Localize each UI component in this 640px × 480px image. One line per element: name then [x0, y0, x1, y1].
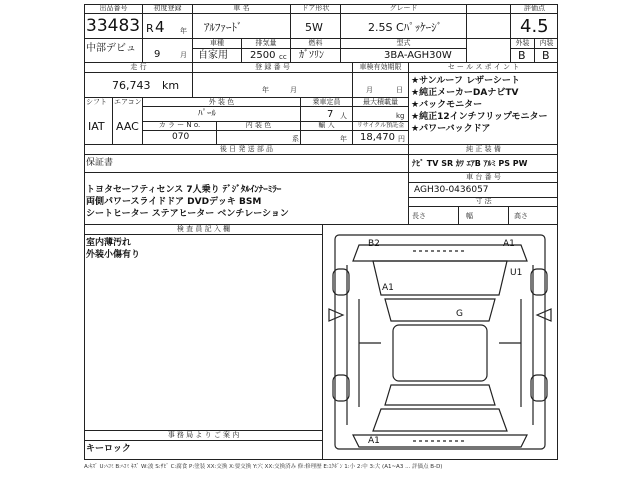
label-lot: 出品番号 — [99, 4, 128, 12]
recycle-fee-unit: 円 — [398, 135, 405, 143]
fuel: ｶﾞｿﾘﾝ — [299, 50, 324, 61]
model: 3BA-AGH30W — [384, 50, 452, 61]
label-color-no: カ ラ ー N o. — [158, 121, 201, 129]
inspection-month-unit: 月 — [366, 86, 373, 94]
reg-year-unit: 年 — [262, 86, 269, 94]
displacement: 2500 — [250, 50, 276, 61]
venue: 中部デビュ — [86, 43, 136, 54]
damage-legend: A:ｷｽﾞ U:ﾍｺﾐ B:ﾍｺﾐ ｷｽﾞ W:波 S:ｻﾋﾞ C:腐食 P:塗装 XX:交換 X:要交換 Y:穴 XX:交換済み 修:修理歴 E:ｴｸﾎﾞﾝ 1:小 2:中 3:大 (A1~A3 ... 評価点 B-D) — [84, 464, 443, 470]
label-exterior: 外装 — [515, 39, 530, 47]
body-type: 自家用 — [198, 50, 228, 61]
damage-mark-roof: G — [456, 309, 463, 319]
sales-point-5: ★パワーバックドア — [411, 124, 491, 134]
year-unit: 年 — [180, 27, 187, 35]
lot-number: 33483 — [86, 16, 141, 36]
label-model: 型式 — [396, 39, 411, 47]
damage-mark-right-front: U1 — [510, 268, 523, 278]
exterior-grade: B — [518, 49, 526, 62]
month-unit: 月 — [180, 51, 187, 59]
label-displacement: 排気量 — [255, 39, 277, 47]
label-dimensions: 寸 法 — [475, 197, 492, 205]
sales-point-4: ★純正12インチフリップモニター — [411, 112, 548, 122]
dim-height-label: 高さ — [514, 212, 528, 220]
load-unit: kg — [396, 112, 405, 120]
label-sales-point: セ ー ル ス ポ イ ン ト — [447, 63, 520, 71]
recycle-fee: 18,470 — [360, 132, 395, 143]
label-door: ドア形状 — [301, 4, 330, 12]
warranty: 保証書 — [86, 158, 114, 168]
exterior-color: ﾊﾟｰﾙ — [198, 109, 217, 119]
label-ac: エアコン — [114, 98, 142, 106]
inspector-note-1: 室内薄汚れ — [86, 238, 132, 248]
grade: 2.5S Cﾊﾟｯｹｰｼﾞ — [368, 21, 443, 34]
label-exterior-color: 外 装 色 — [208, 98, 235, 106]
inspection-day-unit: 日 — [396, 86, 403, 94]
label-recycle-fee: リサイクル預託金 — [356, 122, 405, 129]
sales-point-1: ★サンルーフ レザーシート — [411, 76, 520, 86]
label-body-type: 車種 — [210, 39, 224, 47]
capacity: 7 — [327, 109, 334, 120]
option-line-1: トヨタセーフティセンス 7人乗り ﾃﾞｼﾞﾀﾙｲﾝﾅｰﾐﾗｰ — [86, 185, 282, 195]
label-first-reg: 初度登録 — [153, 4, 182, 12]
car-name: ｱﾙﾌｧｰﾄﾞ — [204, 21, 243, 34]
label-registration: 登 録 番 号 — [255, 63, 290, 71]
genuine-equipment: ﾅﾋﾞ TV SR ｶﾜ ｴｱB ｱﾙﾐ PS PW — [412, 159, 528, 168]
option-line-3: シートヒーター ステアヒーター ベンチレーション — [86, 209, 289, 219]
label-import: 輸 入 — [318, 121, 335, 129]
label-score: 評価点 — [524, 4, 545, 12]
score: 4.5 — [520, 16, 549, 37]
label-genuine-equipment: 純 正 装 備 — [466, 145, 501, 153]
label-interior-color: 内 装 色 — [245, 121, 272, 129]
mileage: 76,743 — [112, 79, 151, 92]
label-inspector-notes: 検 査 員 記 入 欄 — [176, 225, 231, 233]
ac-type: AAC — [116, 120, 139, 133]
color-no: 070 — [172, 132, 190, 142]
label-aftermarket-parts: 後 日 発 送 部 品 — [219, 145, 274, 153]
capacity-unit: 人 — [340, 112, 347, 120]
damage-mark-rear-left: A1 — [368, 436, 380, 446]
label-shift: シフト — [86, 98, 107, 106]
label-capacity: 乗車定員 — [312, 98, 341, 106]
damage-mark-front-left: B2 — [368, 239, 380, 249]
label-grade: グレード — [389, 4, 418, 12]
label-max-load: 最大積載量 — [363, 98, 398, 106]
interior-grade: B — [542, 49, 550, 62]
label-staff-notes: 事 務 局 よ り ご 案 内 — [167, 431, 240, 439]
damage-mark-front-right: A1 — [503, 239, 515, 249]
inspector-note-2: 外装小傷有り — [86, 250, 141, 260]
label-inspection-expiry: 車検有効期限 — [359, 63, 402, 71]
car-damage-diagram — [323, 225, 557, 459]
label-chassis-number: 車 台 番 号 — [466, 173, 501, 181]
label-car-name: 車 名 — [233, 4, 250, 12]
damage-mark-hood: A1 — [382, 283, 394, 293]
mileage-unit: km — [162, 79, 180, 92]
era: R — [146, 22, 154, 35]
door-type: 5W — [305, 21, 323, 34]
dim-length-label: 長さ — [412, 212, 426, 220]
first-reg-year: 4 — [155, 18, 165, 36]
import-year-unit: 年 — [340, 135, 347, 143]
label-interior: 内装 — [539, 39, 554, 47]
shift: IAT — [88, 120, 105, 133]
option-line-2: 両側パワースライドドア DVDデッキ BSM — [86, 197, 262, 207]
dim-width-label: 幅 — [466, 212, 473, 220]
displacement-unit: cc — [279, 53, 287, 61]
label-mileage: 走 行 — [130, 63, 147, 71]
sales-point-3: ★バックモニター — [411, 100, 483, 110]
first-reg-month: 9 — [154, 49, 161, 60]
label-fuel: 燃料 — [308, 39, 323, 47]
staff-note: キーロック — [86, 444, 131, 454]
interior-color-unit: 系 — [292, 135, 299, 143]
chassis-number: AGH30-0436057 — [414, 185, 489, 195]
sales-point-2: ★純正メーカーDAナビTV — [411, 88, 519, 98]
reg-month-unit: 月 — [290, 86, 297, 94]
